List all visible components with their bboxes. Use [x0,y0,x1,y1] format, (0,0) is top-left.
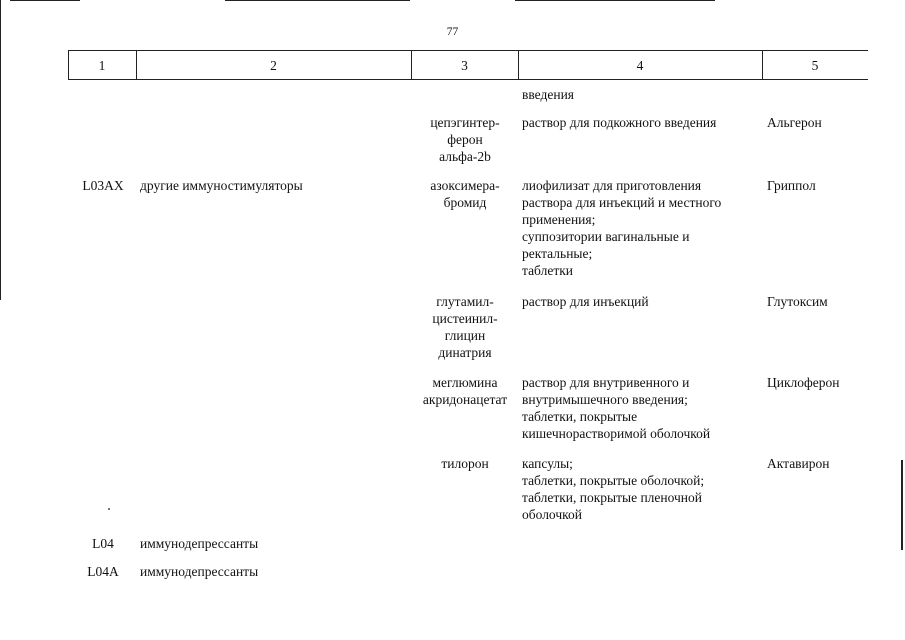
header-col-1: 1 [98,58,106,73]
atc-group-name: иммунодепрессанты [140,536,259,551]
dosage-form-line: таблетки [522,263,574,278]
dosage-form-cell [522,455,760,523]
substance-line: альфа-2b [439,149,491,164]
substance-cell [414,293,516,361]
atc-group-name: иммунодепрессанты [140,564,259,579]
scan-top-line-3 [515,0,715,1]
atc-code: L03AX [82,178,124,193]
header-col-2: 2 [270,58,277,73]
trade-name: Циклоферон [767,375,840,390]
dosage-form-line: кишечнорастворимой оболочкой [522,426,711,441]
atc-group-name: другие иммуностимуляторы [140,178,303,193]
dosage-form-line: таблетки, покрытые оболочкой; [522,473,705,488]
dosage-form-line: внутримышечного введения; [522,392,688,407]
form-continuation: введения [522,87,575,102]
dosage-form-line: таблетки, покрытые [522,409,638,424]
scan-top-line-2 [225,0,410,1]
dosage-form-line: раствор для внутривенного и [522,375,690,390]
page-number: 77 [446,26,459,38]
header-col-4: 4 [636,58,644,73]
dosage-form-line: применения; [522,212,596,227]
substance-cell [414,177,516,211]
substance-line: цистеинил- [432,311,498,326]
header-col-5: 5 [811,58,819,73]
substance-cell [414,114,516,165]
dosage-form-line: раствора для инъекций и местного [522,195,722,210]
dosage-form-line: лиофилизат для приготовления [522,178,702,193]
dosage-form-line: раствор для инъекций [522,294,649,309]
substance-line: динатрия [438,345,492,360]
substance-line: меглюмина [432,375,498,390]
header-bottom-rule [68,79,868,80]
dosage-form-cell [522,177,760,279]
trade-name: Актавирон [767,456,830,471]
scan-top-line-1 [10,0,80,1]
dosage-form-cell [522,114,760,131]
substance-line: цепэгинтер- [430,115,500,130]
trade-name: Альгерон [767,115,822,130]
trade-name: Гриппол [767,178,816,193]
dosage-form-cell [522,293,760,310]
substance-line: тилорон [441,456,489,471]
scan-edge-line-right [901,460,903,550]
substance-line: ферон [447,132,483,147]
header-col-3: 3 [461,58,468,73]
scan-edge-line-left [0,0,1,300]
substance-line: бромид [443,195,487,210]
dosage-form-line: таблетки, покрытые пленочной [522,490,703,505]
substance-line: акридонацетат [422,392,508,407]
header-top-rule [68,50,868,51]
dosage-form-line: ректальные; [522,246,593,261]
substance-cell [414,455,516,472]
scan-speck [108,508,110,510]
substance-cell [414,374,516,408]
dosage-form-line: раствор для подкожного введения [522,115,717,130]
dosage-form-line: оболочкой [522,507,582,522]
atc-code: L04A [87,564,119,579]
substance-line: глутамил- [436,294,494,309]
substance-line: азоксимера- [430,178,500,193]
dosage-form-line: капсулы; [522,456,573,471]
dosage-form-line: суппозитории вагинальные и [522,229,690,244]
dosage-form-cell [522,374,760,442]
substance-line: глицин [444,328,486,343]
trade-name: Глутоксим [767,294,828,309]
atc-code: L04 [92,536,114,551]
